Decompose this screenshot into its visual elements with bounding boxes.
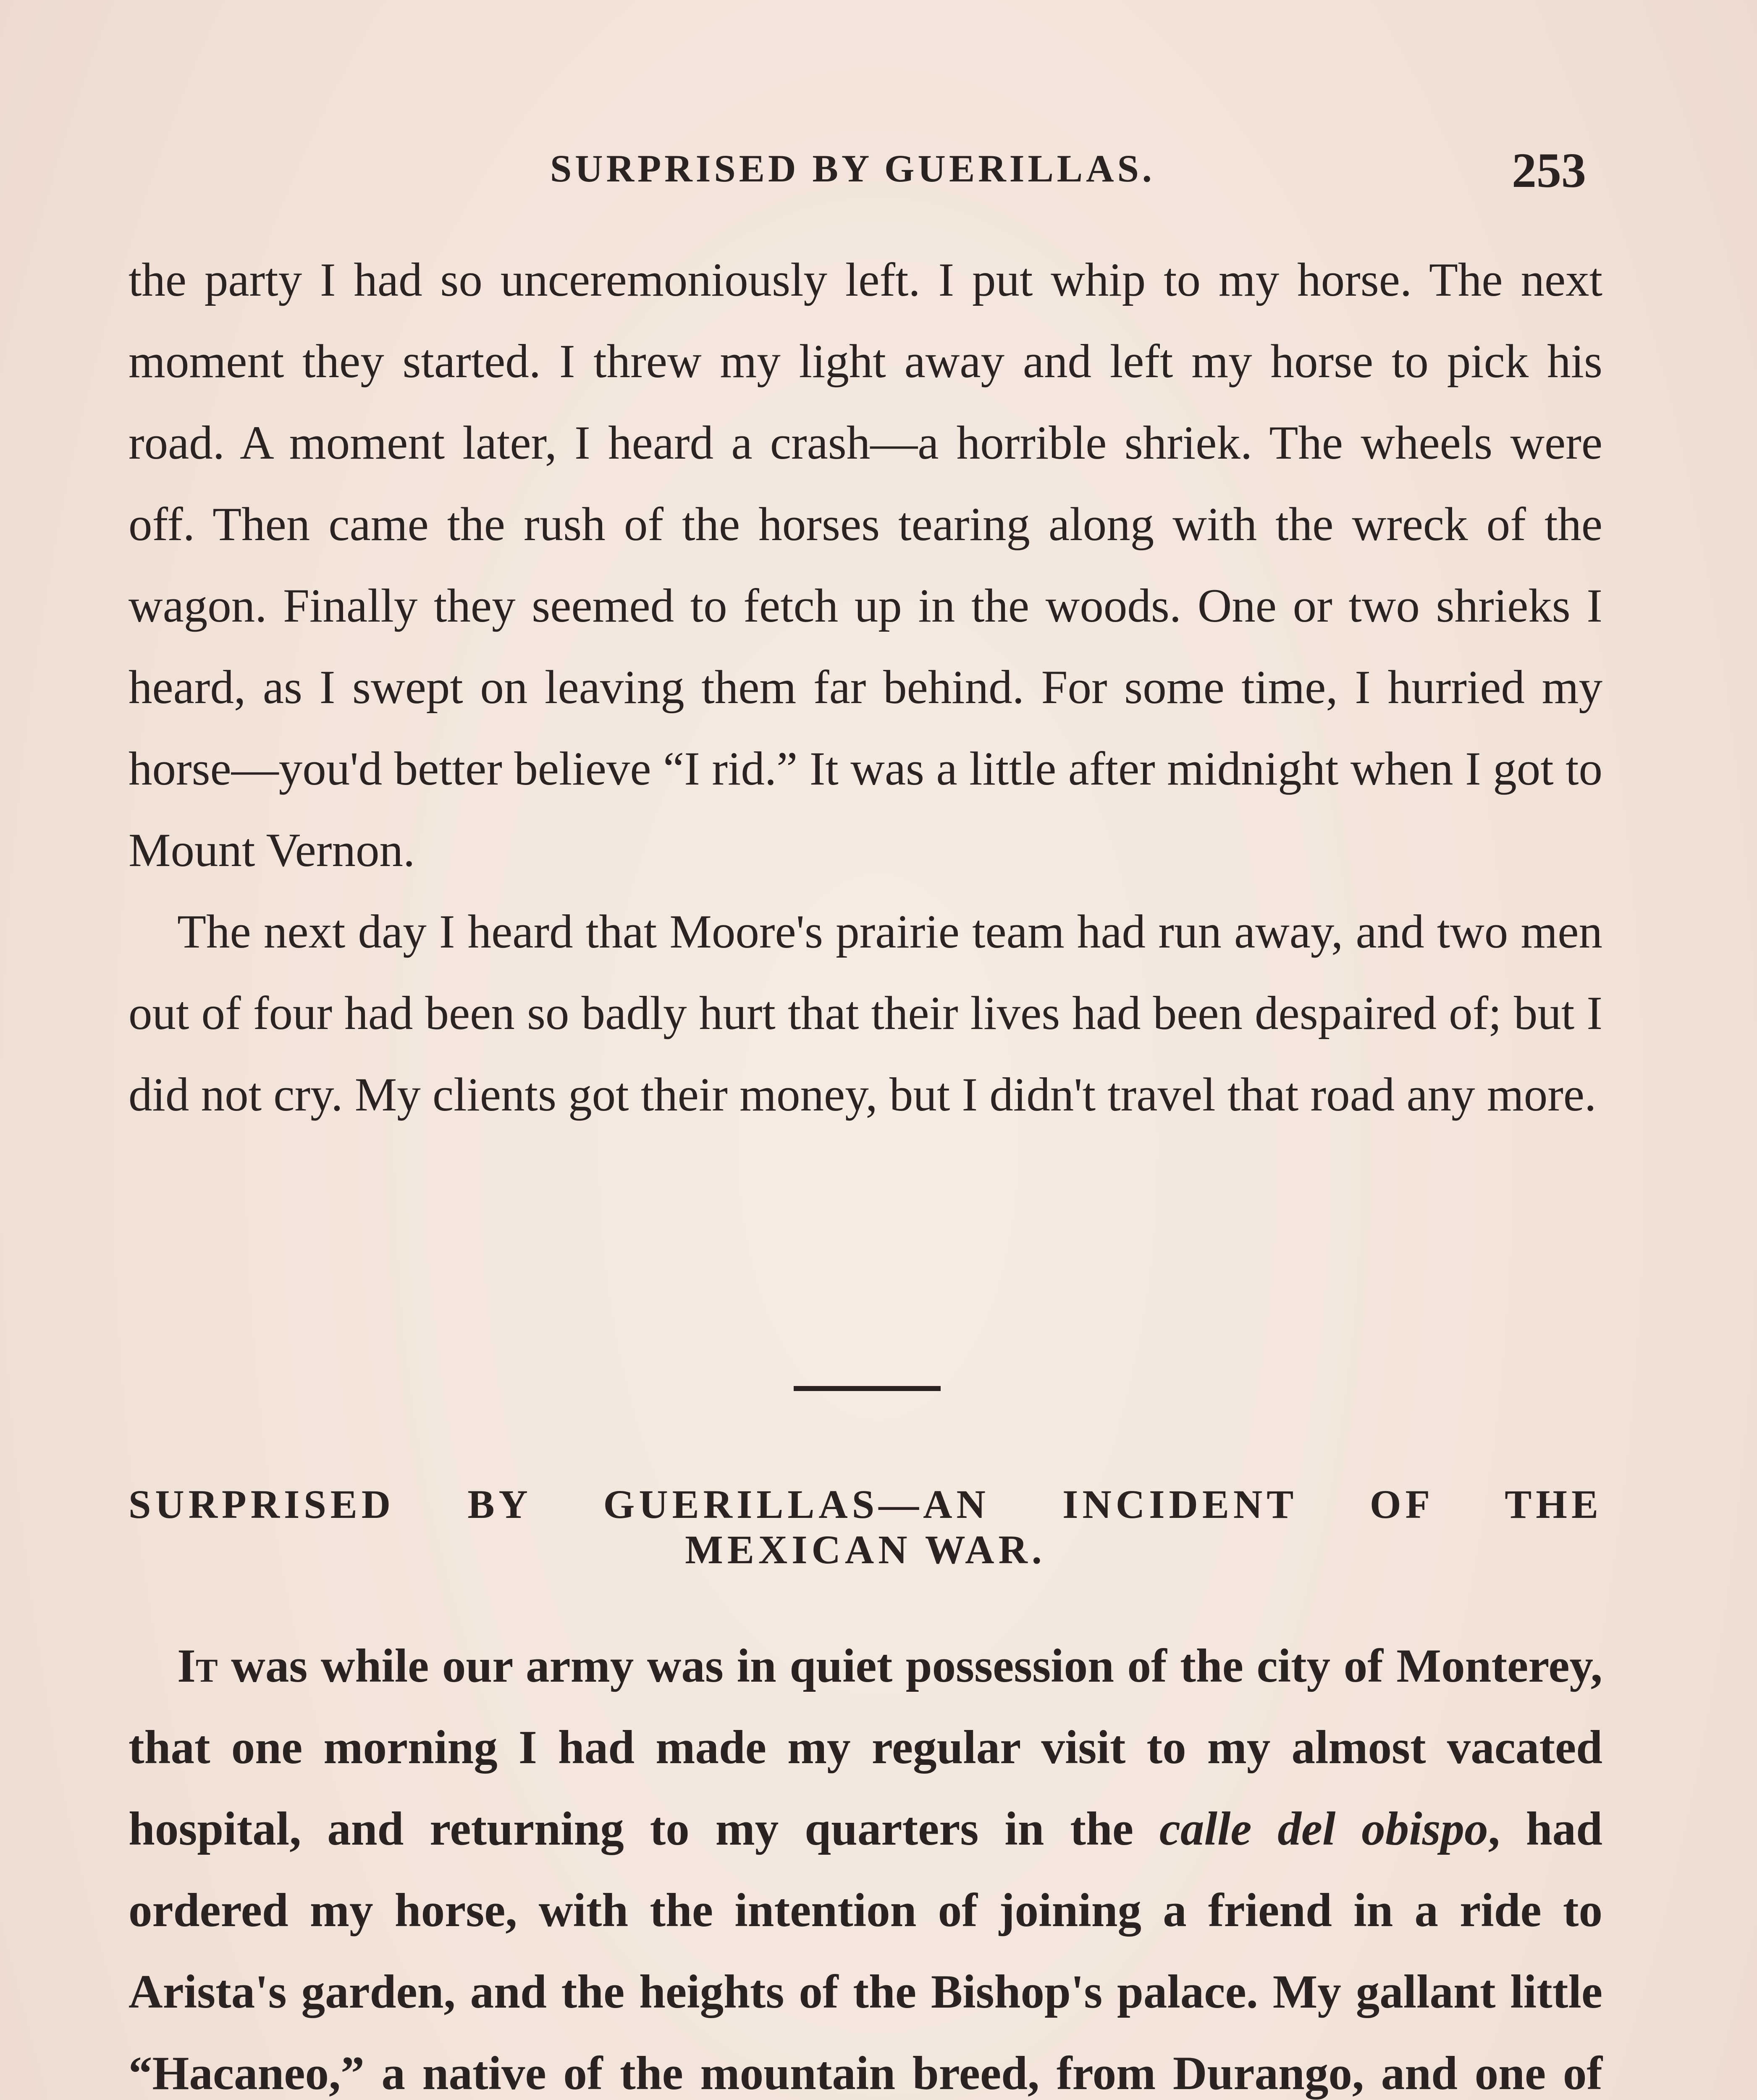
- italic-phrase: calle del obispo: [1159, 1803, 1488, 1855]
- section-2-text: [128, 1625, 1602, 2100]
- drop-cap: It: [177, 1640, 218, 1692]
- paragraph: The next day I heard that Moore's prairie team had run away, and two men out of four had been so badly hurt that their lives had been despaired of; but I did not cry. My clients got their money, but I didn't travel that road any more.: [128, 906, 1602, 1121]
- section-1-text: [128, 239, 1602, 1136]
- paragraph: [128, 1625, 1602, 2100]
- heading-line-2: MEXICAN WAR.: [685, 1527, 1046, 1572]
- heading-line-1: SURPRISED BY GUERILLAS—AN INCIDENT OF THE: [128, 1482, 1602, 1527]
- section-divider-rule: [794, 1386, 941, 1391]
- paragraph: the party I had so unceremoniously left. I put whip to my horse. The next moment they started. I threw my light away and left my horse to pick his road. A moment later, I heard a crash—a horrible shriek. The wheels were off. Then came the rush of the horses tearing along with the wreck of the wagon. Finally they seemed to fetch up in the woods. One or two shrieks I heard, as I swept on leaving them far behind. For some time, I hurried my horse—you'd better believe “I rid.” It was a little after midnight when I got to Mount Vernon.: [128, 254, 1602, 877]
- paragraph-text: was while our army was in quiet possession of the city of Monterey, that one morning I had made my regular visit to my almost vacated hospital, and returning to my quarters in the: [128, 1640, 1602, 1855]
- page-number: 253: [1512, 143, 1586, 198]
- paragraph-text: , had ordered my horse, with the intention of joining a friend in a ride to Arista's garden, and the heights of the Bishop's palace. My gallant little “Hacaneo,” a native of the mountain breed, from Durango, and one of: [128, 1803, 1602, 2100]
- running-title: SURPRISED BY GUERILLAS.: [550, 147, 1155, 190]
- section-heading: [128, 1482, 1602, 1572]
